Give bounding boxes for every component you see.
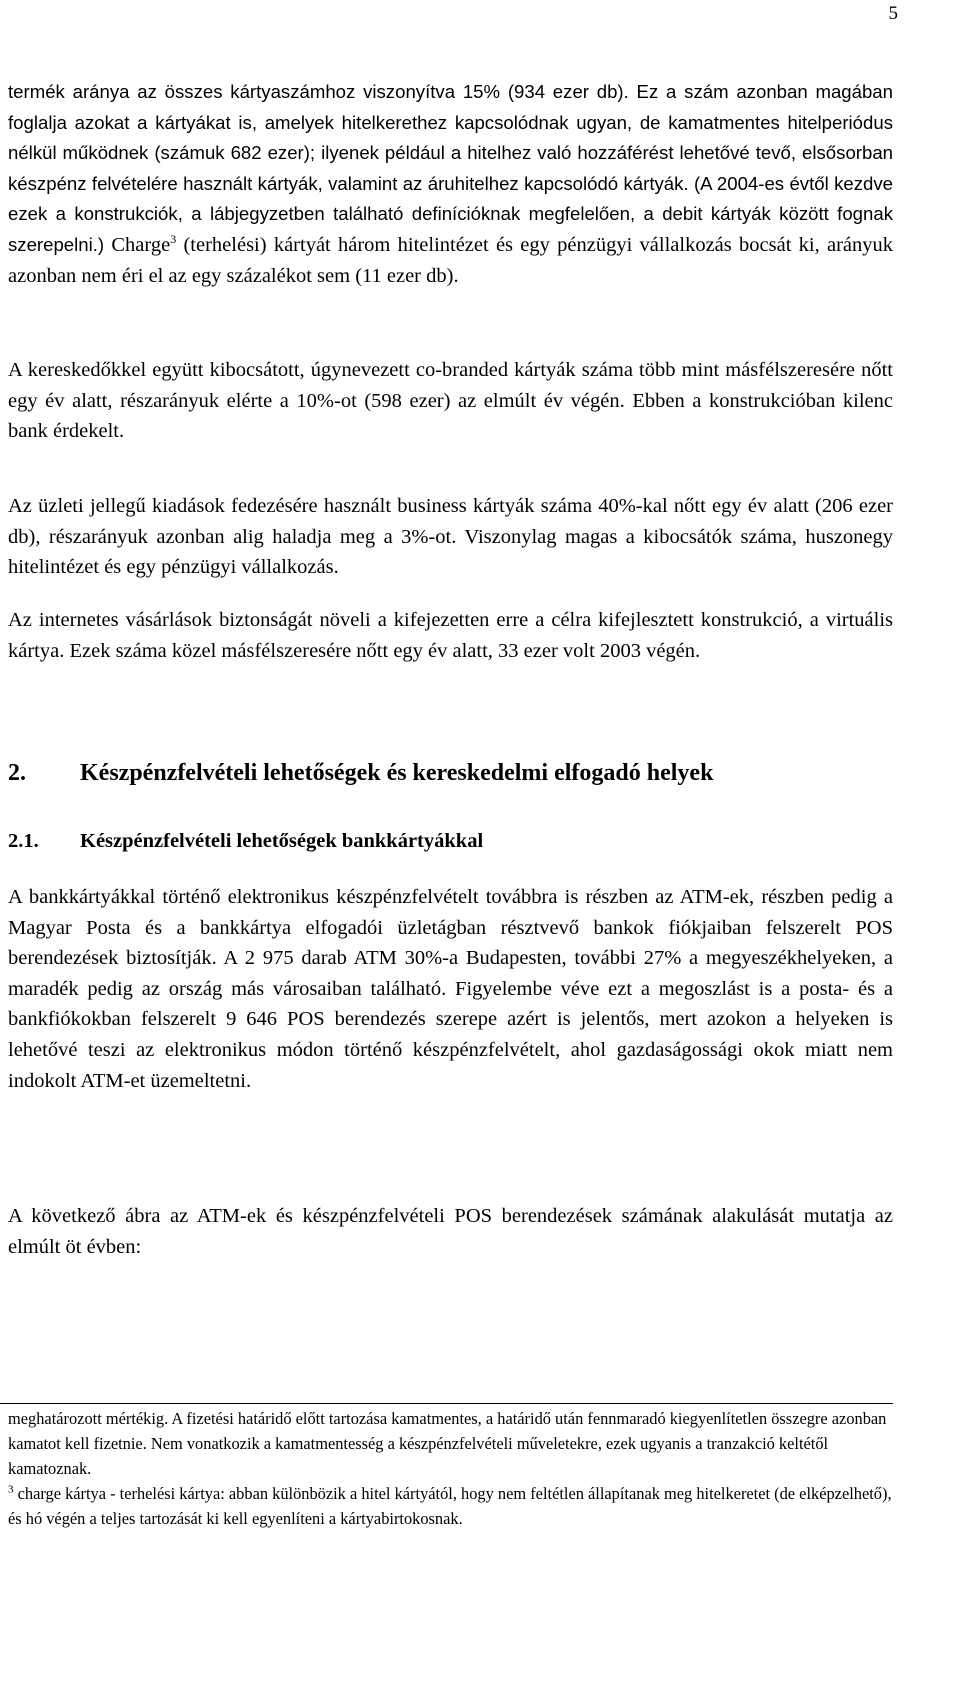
footnote-3 — [8, 1481, 893, 1531]
footnote-3-text: charge kártya - terhelési kártya: abban különbözik a hitel kártyától, hogy nem feltétlen állapítanak meg hitelkeretet (de elképzelhető), és hó végén a teljes tartozását ki kell egyenlíteni a kártyabirtokosnak. — [8, 1484, 892, 1528]
section-heading-2-1 — [8, 827, 898, 855]
section-heading-2-number: 2. — [8, 760, 26, 786]
paragraph-business-cards: Az üzleti jellegű kiadások fedezésére használt business kártyák száma 40%-kal nőtt egy év alatt (206 ezer db), részarányuk azonban alig haladja meg a 3%-ot. Viszonylag magas a kibocsátók száma, huszonegy hitelintézet és egy pénzügyi vállalkozás. — [8, 495, 893, 579]
page-number: 5 — [888, 3, 898, 24]
paragraph-card-types — [8, 77, 893, 291]
footnote-continuation: meghatározott mértékig. A fizetési határidő előtt tartozása kamatmentes, a határidő után fennmaradó kiegyenlítetlen összegre azonban kamatot kell fizetnie. Nem vonatkozik a kamatmentesség a készpénzfelvételi műveletekre, ezek ugyanis a tranzakció keltétől kamatoznak. — [8, 1409, 887, 1478]
paragraph-card-types-charge-part: Charge — [104, 233, 171, 256]
paragraph-figure-intro: A következő ábra az ATM-ek és készpénzfelvételi POS berendezések számának alakulását mutatja az elmúlt öt évben: — [8, 1205, 893, 1258]
footnote-reference-3: 3 — [170, 232, 177, 247]
paragraph-card-types-sans-part: termék aránya az összes kártyaszámhoz viszonyítva 15% (934 ezer db). Ez a szám azonban magában foglalja azokat a kártyákat is, amelyek hitelkerethez kapcsolódnak ugyan, de kamatmentes hitelperiódus nélkül működnek (számuk 682 ezer); ilyenek például a hitelhez való hozzáférést lehetővé tevő, elsősorban készpénz felvételére használt kártyák, valamint az áruhitelhez kapcsolódó kártyák. (A 2004-es évtől kezdve ezek a konstrukciók, a lábjegyzetben található definícióknak megfelelően, a debit kártyák között fognak szerepelni.) — [8, 81, 893, 255]
paragraph-virtual-cards: Az internetes vásárlások biztonságát növeli a kifejezetten erre a célra kifejlesztett konstrukció, a virtuális kártya. Ezek száma közel másfélszeresére nőtt egy év alatt, 33 ezer volt 2003 végén. — [8, 609, 893, 662]
section-heading-2 — [8, 758, 898, 788]
paragraph-card-types-end-part: (terhelési) kártyát három hitelintézet és egy pénzügyi vállalkozás bocsát ki, arányuk azonban nem éri el az egy százalékot sem (11 ezer db). — [8, 233, 893, 287]
footnotes — [8, 1406, 893, 1531]
footnote-separator — [0, 1403, 893, 1404]
paragraph-co-branded: A kereskedőkkel együtt kibocsátott, úgynevezett co-branded kártyák száma több mint másfélszeresére nőtt egy év alatt, részarányuk elérte a 10%-ot (598 ezer) az elmúlt év végén. Ebben a konstrukcióban kilenc bank érdekelt. — [8, 359, 893, 443]
section-heading-2-text: Készpénzfelvételi lehetőségek és kereskedelmi elfogadó helyek — [80, 760, 714, 786]
paragraph-cash-withdrawal: A bankkártyákkal történő elektronikus készpénzfelvételt továbbra is részben az ATM-ek, részben pedig a Magyar Posta és a bankkártya elfogadói üzletágban résztvevő bankok fiókjaiban felszerelt POS berendezések biztosítják. A 2 975 darab ATM 30%-a Budapesten, további 27% a megyeszékhelyeken, a maradék pedig az ország más városaiban található. Figyelembe véve ezt a megoszlást is a posta- és a bankfiókokban felszerelt 9 646 POS berendezés szerepe azért is jelentős, mert azokon a helyeken is lehetővé teszi az elektronikus módon történő készpénzfelvételt, ahol gazdaságossági okok miatt nem indokolt ATM-et üzemeltetni. — [8, 886, 893, 1092]
section-heading-2-1-number: 2.1. — [8, 830, 39, 852]
section-heading-2-1-text: Készpénzfelvételi lehetőségek bankkártyákkal — [80, 830, 484, 852]
footnote-3-mark: 3 — [8, 1483, 14, 1496]
